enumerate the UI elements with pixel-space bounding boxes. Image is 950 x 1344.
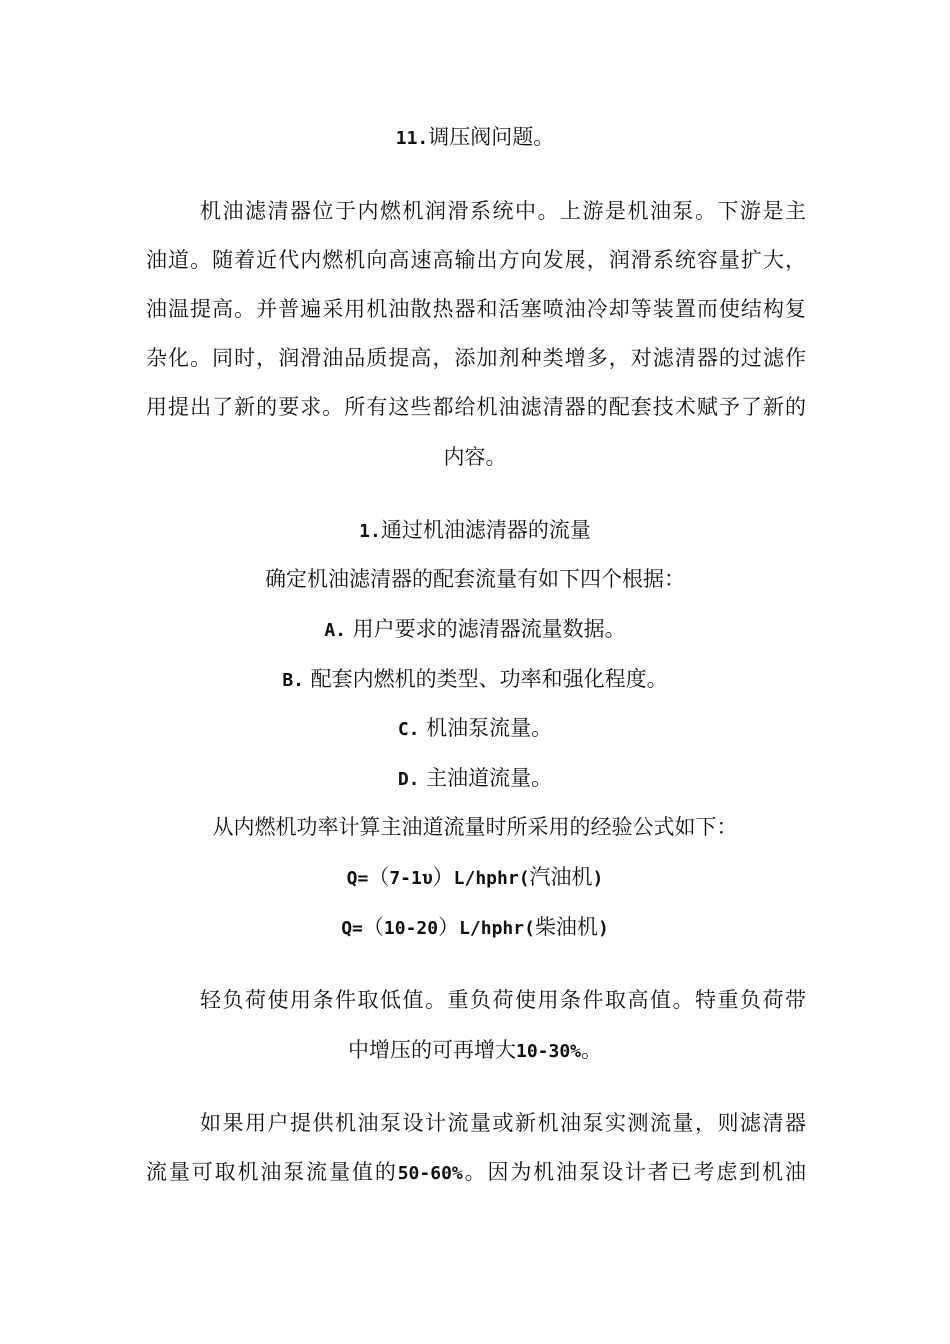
formula-close: ) — [597, 918, 609, 939]
load-percentage: 10-30% — [515, 1041, 582, 1062]
load-paragraph-line-1: 轻负荷使用条件取低值。重负荷使用条件取高值。特重负荷带 — [200, 988, 806, 1012]
paragraph-1-line-5: 用提出了新的要求。所有这些都给机油滤清器的配套技术赋予了新的 — [146, 395, 806, 419]
paragraph-1-line-4: 杂化。同时，润滑油品质提高，添加剂种类增多，对滤清器的过滤作 — [146, 346, 806, 370]
list-item-a — [0, 614, 950, 646]
formula-intro: 从内燃机功率计算主油道流量时所采用的经验公式如下： — [212, 815, 738, 839]
paragraph-1-line-2: 油道。随着近代内燃机向高速高输出方向发展，润滑系统容量扩大， — [146, 248, 806, 272]
formula-paren-close: ） — [438, 915, 460, 939]
list-item-label: B. — [282, 670, 304, 691]
section-heading-11 — [0, 122, 950, 154]
list-item-text: 机油泵流量。 — [419, 716, 553, 740]
heading-text: 通过机油滤清器的流量 — [380, 518, 591, 542]
heading-text: 调压阀问题。 — [428, 125, 555, 149]
formula-var: Q= — [346, 868, 369, 889]
formula-paren-open: （ — [368, 865, 390, 889]
list-item-text: 用户要求的滤清器流量数据。 — [346, 617, 626, 641]
heading-number: 11. — [395, 128, 429, 149]
formula-engine-type: 汽油机 — [529, 865, 593, 889]
formula-engine-type: 柴油机 — [534, 915, 598, 939]
paragraph-1-line-6: 内容。 — [443, 445, 507, 469]
list-item-label: C. — [397, 719, 420, 740]
formula-range: 10-20 — [383, 918, 439, 939]
list-item-text: 配套内燃机的类型、功率和强化程度。 — [304, 667, 668, 691]
pump-percentage: 50-60% — [397, 1163, 463, 1184]
paragraph-1-line-1: 机油滤清器位于内燃机润滑系统中。上游是机油泵。下游是主 — [200, 199, 806, 223]
formula-diesel — [0, 912, 950, 944]
formula-range: 7-1υ — [389, 868, 433, 889]
pump-paragraph-line-1: 如果用户提供机油泵设计流量或新机油泵实测流量，则滤清器 — [200, 1111, 806, 1135]
pump-paragraph-line-2 — [146, 1157, 806, 1189]
heading-number: 1. — [359, 521, 381, 542]
section-heading-1 — [0, 515, 950, 547]
formula-var: Q= — [341, 918, 363, 939]
load-text: 中增压的可再增大 — [347, 1038, 516, 1062]
basis-intro: 确定机油滤清器的配套流量有如下四个根据： — [265, 567, 685, 591]
list-item-text: 主油道流量。 — [419, 766, 553, 790]
formula-paren-open: （ — [362, 915, 384, 939]
paragraph-1-line-3: 油温提高。并普遍采用机油散热器和活塞喷油冷却等装置而使结构复 — [146, 297, 806, 321]
formula-unit: L/hphr( — [459, 918, 535, 939]
formula-gasoline — [0, 862, 950, 894]
pump-text-continued: 。因为机油泵设计者已考虑到机油 — [462, 1160, 806, 1184]
list-item-d — [0, 763, 950, 795]
list-item-c — [0, 713, 950, 745]
load-paragraph-line-2 — [0, 1035, 950, 1067]
list-item-label: A. — [324, 620, 346, 641]
formula-close: ) — [592, 868, 604, 889]
list-item-b — [0, 664, 950, 696]
pump-text: 流量可取机油泵流量值的 — [146, 1160, 398, 1184]
formula-paren-close: ） — [432, 865, 454, 889]
load-period: 。 — [581, 1038, 603, 1062]
list-item-label: D. — [397, 769, 420, 790]
formula-unit: L/hphr( — [453, 868, 530, 889]
